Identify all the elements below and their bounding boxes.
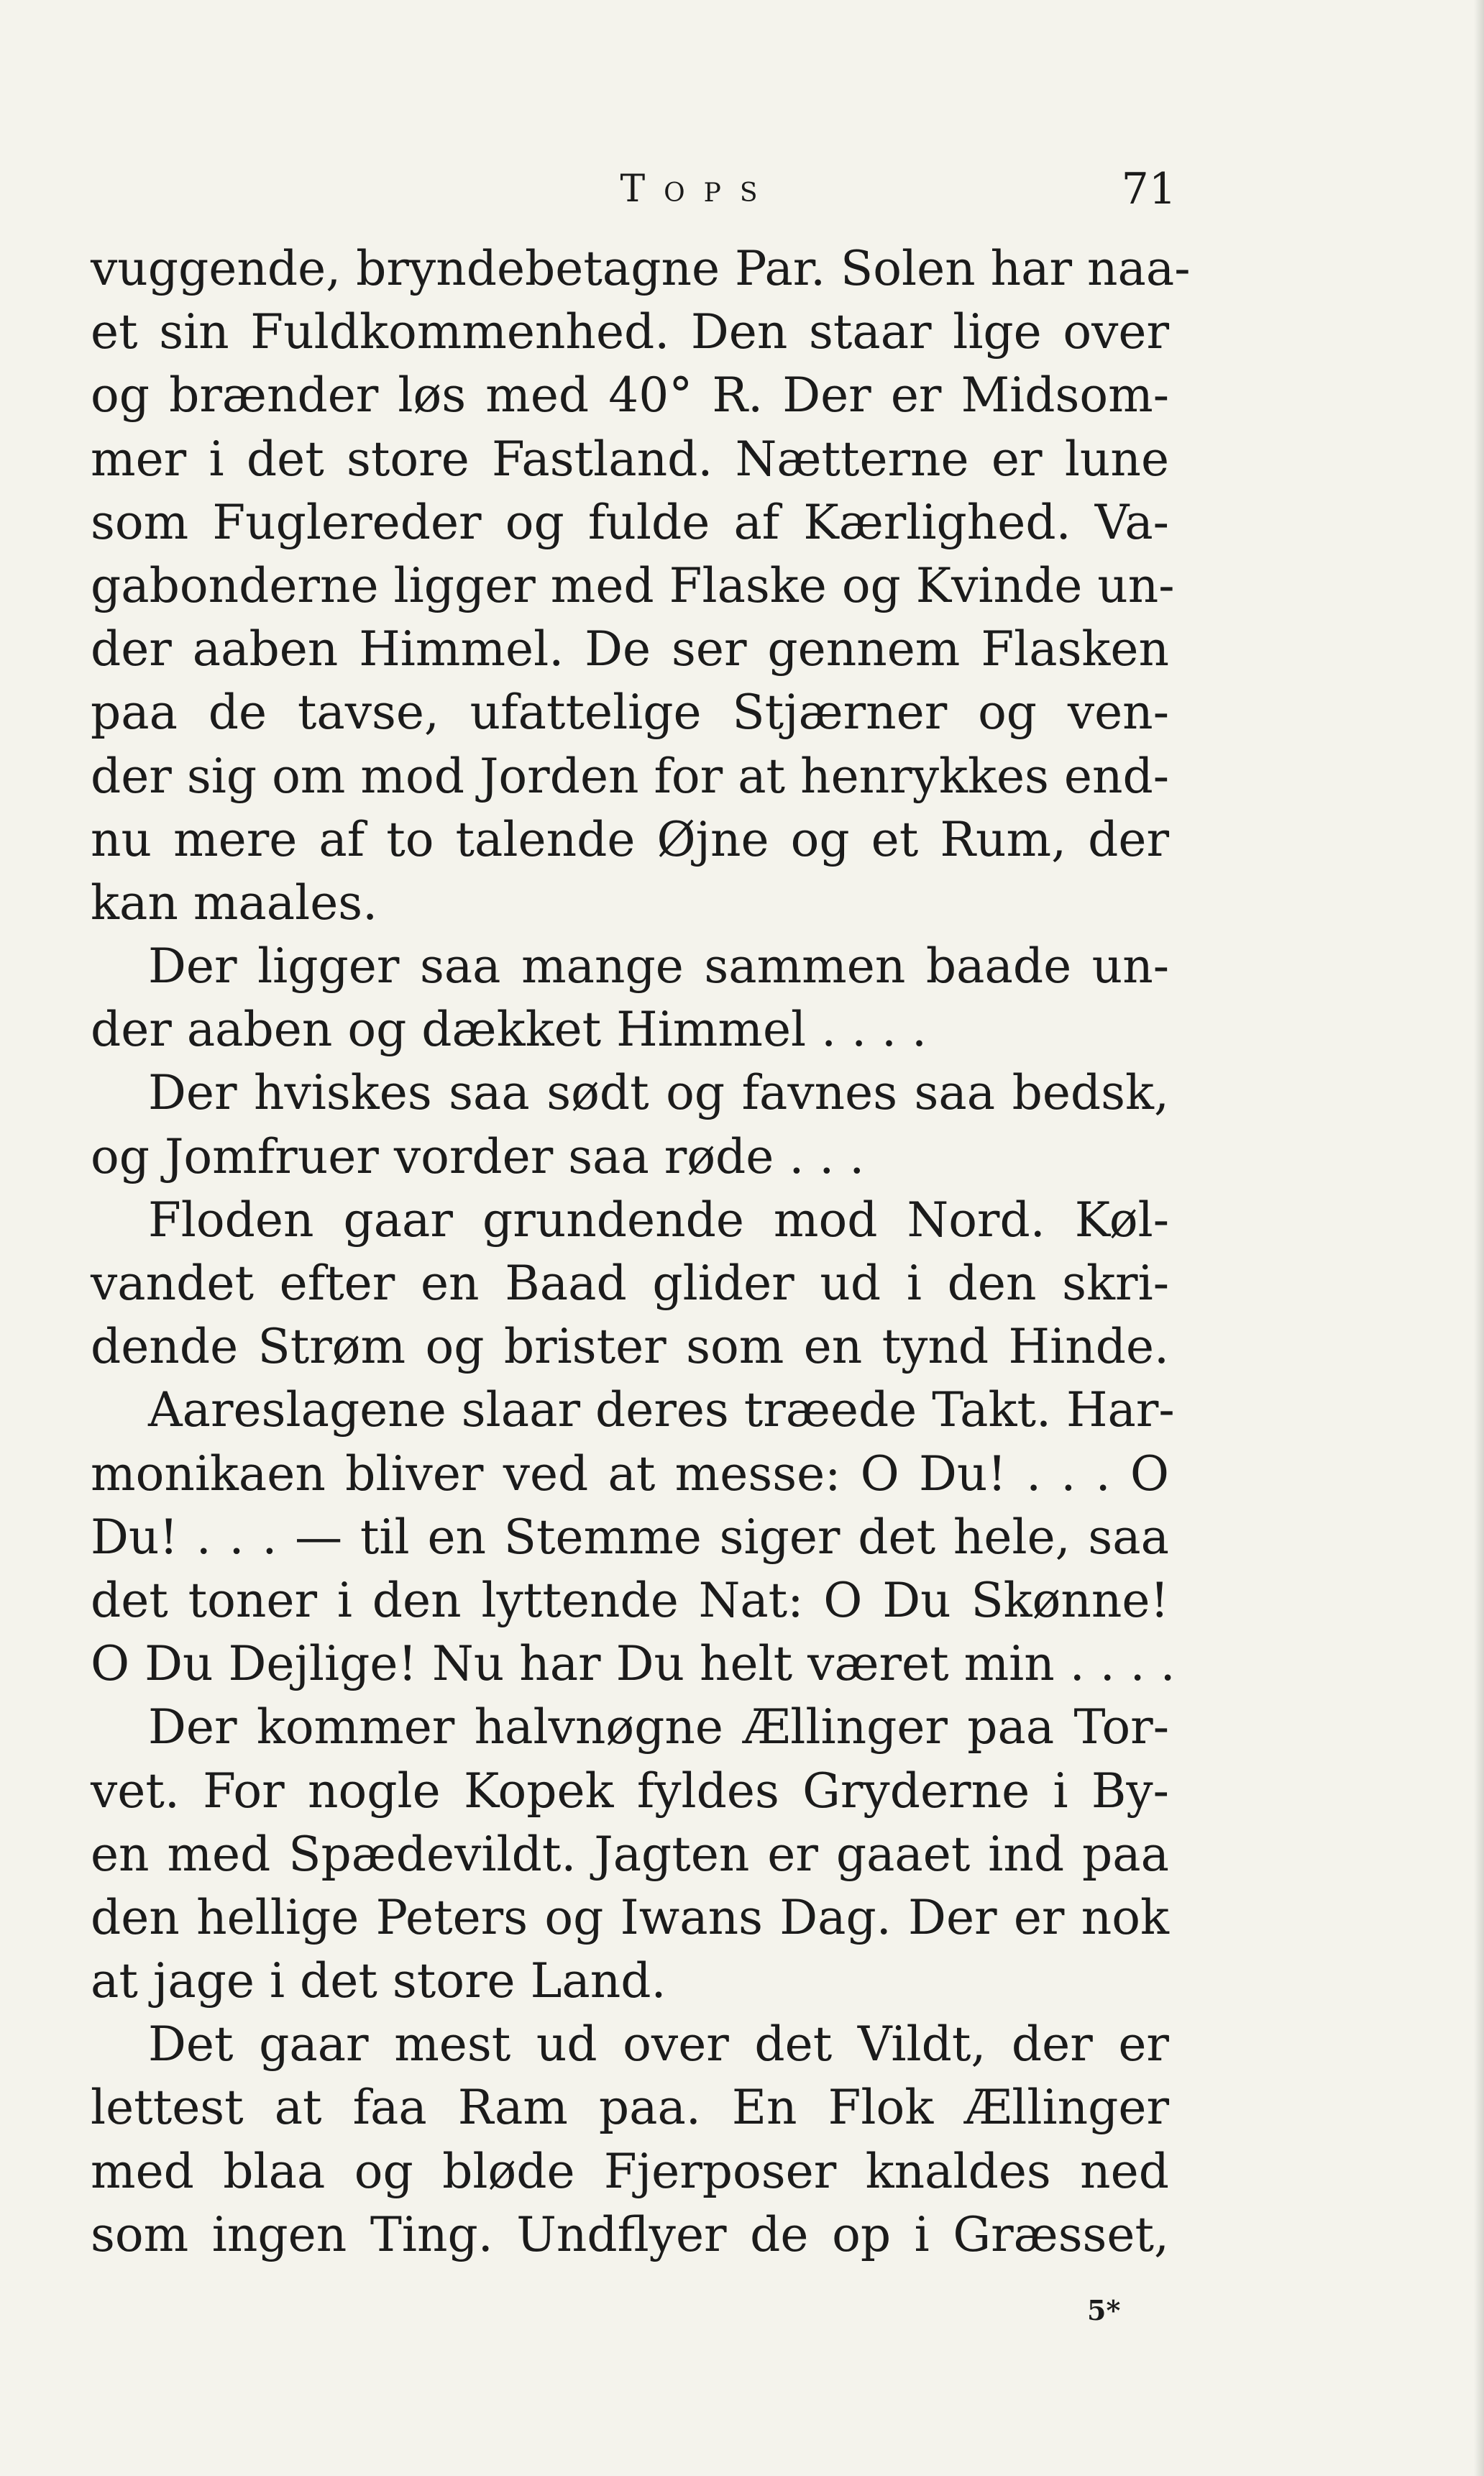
text-line: den hellige Peters og Iwans Dag. Der er nok	[91, 1889, 1169, 1945]
text-line: lettest at faa Ram paa. En Flok Ællinger	[91, 2080, 1169, 2136]
text-line: og brænder løs med 40° R. Der er Midsom-	[91, 367, 1169, 424]
text-line: O Du Dejlige! Nu har Du helt været min . . . .	[91, 1636, 1176, 1692]
text-line: vet. For nogle Kopek fyldes Gryderne i By-	[91, 1763, 1169, 1819]
text-line: dende Strøm og brister som en tynd Hinde.	[91, 1319, 1169, 1375]
page-edge-shadow	[1474, 0, 1484, 2476]
text-line: en med Spædevildt. Jagten er gaaet ind paa	[91, 1826, 1169, 1882]
text-line: Aareslagene slaar deres træede Takt. Har-	[148, 1382, 1175, 1438]
running-title: Tops	[620, 168, 777, 211]
body-text	[91, 237, 1191, 2267]
text-line: som Fuglereder og fulde af Kærlighed. Va-	[91, 494, 1169, 550]
text-line: der sig om mod Jorden for at henrykkes end-	[91, 748, 1169, 804]
text-line: monikaen bliver ved at messe: O Du! . . . O	[91, 1445, 1169, 1502]
text-line: gabonderne ligger med Flaske og Kvinde un-	[91, 557, 1175, 613]
text-line: nu mere af to talende Øjne og et Rum, der	[91, 811, 1169, 867]
text-line: paa de tavse, ufattelige Stjærner og ven-	[91, 685, 1169, 741]
text-line: kan maales.	[91, 874, 378, 931]
text-line: det toner i den lyttende Nat: O Du Skønne!	[91, 1572, 1169, 1628]
text-line: med blaa og bløde Fjerposer knaldes ned	[91, 2143, 1169, 2199]
text-line: at jage i det store Land.	[91, 1953, 667, 2009]
text-line: Floden gaar grundende mod Nord. Køl-	[148, 1192, 1169, 1248]
text-line: et sin Fuldkommenhed. Den staar lige over	[91, 304, 1169, 360]
text-line: som ingen Ting. Undflyer de op i Græsset,	[91, 2206, 1169, 2262]
text-line: der aaben og dækket Himmel . . . .	[91, 1002, 927, 1058]
text-line: der aaben Himmel. De ser gennem Flasken	[91, 621, 1169, 677]
text-line: og Jomfruer vorder saa røde . . .	[91, 1128, 865, 1184]
text-line: Det gaar mest ud over det Vildt, der er	[148, 2016, 1169, 2073]
running-head	[91, 157, 1176, 221]
text-line: Der kommer halvnøgne Ællinger paa Tor-	[148, 1699, 1169, 1755]
text-line: Du! . . . — til en Stemme siger det hele, saa	[91, 1509, 1169, 1565]
page-number: 71	[1121, 164, 1176, 214]
text-line: Der hviskes saa sødt og favnes saa bedsk,	[148, 1065, 1169, 1121]
text-line: vuggende, bryndebetagne Par. Solen har naa-	[91, 241, 1191, 296]
text-line: mer i det store Fastland. Nætterne er lune	[91, 431, 1169, 487]
text-line: Der ligger saa mange sammen baade un-	[148, 938, 1169, 995]
signature-mark: 5*	[1087, 2294, 1121, 2326]
text-line: vandet efter en Baad glider ud i den skri-	[91, 1256, 1169, 1311]
